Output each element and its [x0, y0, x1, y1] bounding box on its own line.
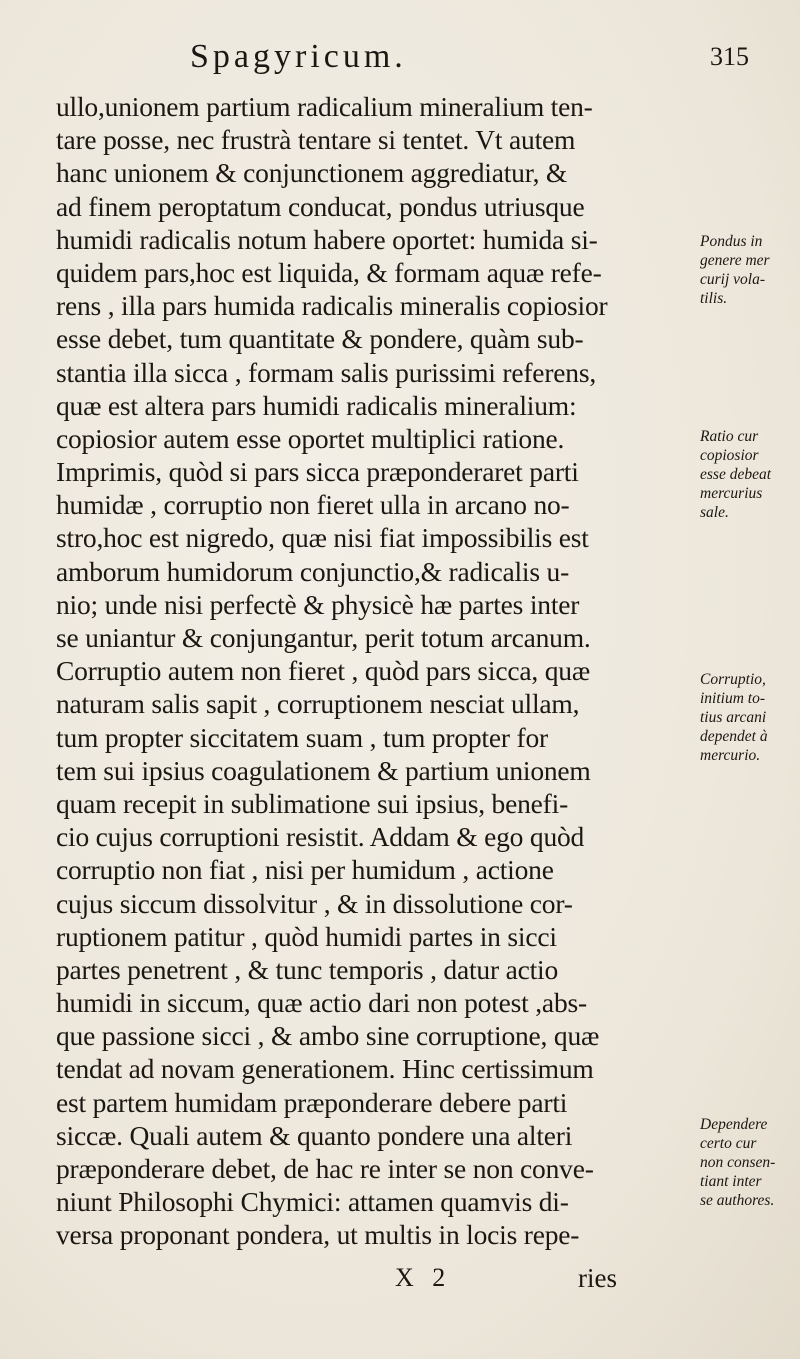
margin-note-line: tilis.: [700, 290, 728, 307]
signature-mark: X 2: [395, 1263, 452, 1292]
text-line: naturam salis sapit , corruptionem nesciat ullam,: [56, 688, 580, 720]
text-line: esse debet, tum quantitate & pondere, quàm sub-: [56, 323, 584, 355]
text-line: versa proponant pondera, ut multis in locis repe-: [56, 1219, 580, 1251]
margin-note-line: mercurius: [700, 485, 763, 502]
text-line: humidæ , corruptio non fieret ulla in arcano no-: [56, 489, 570, 521]
margin-note-line: tius arcani: [700, 709, 767, 726]
text-line: corruptio non fiat , nisi per humidum , actione: [56, 854, 554, 886]
text-line: Corruptio autem non fieret , quòd pars sicca, quæ: [56, 655, 590, 687]
text-line: ruptionem patitur , quòd humidi partes in sicci: [56, 920, 557, 952]
text-line: siccæ. Quali autem & quanto pondere una alteri: [56, 1119, 573, 1151]
margin-note-line: certo cur: [700, 1135, 757, 1152]
text-line: tare posse, nec frustrà tentare si tentet. Vt autem: [56, 124, 576, 156]
margin-note-line: non consen-: [700, 1154, 776, 1171]
running-title: Spagyricum.: [190, 38, 407, 75]
margin-note-line: dependet à: [700, 728, 768, 745]
page-header: [0, 38, 800, 78]
page-number: 315: [710, 42, 749, 71]
text-line: cujus siccum dissolvitur , & in dissolutione cor-: [56, 887, 573, 919]
margin-note-line: se authores.: [700, 1192, 775, 1209]
page-footer: [0, 1263, 800, 1303]
margin-note-line: Ratio cur: [700, 428, 759, 445]
text-line: amborum humidorum conjunctio,& radicalis u-: [56, 555, 570, 587]
text-line: hanc unionem & conjunctionem aggrediatur, &: [56, 157, 568, 189]
margin-note-line: initium to-: [700, 690, 766, 707]
text-line: nio; unde nisi perfectè & physicè hæ partes inter: [56, 588, 580, 620]
text-line: stro,hoc est nigredo, quæ nisi fiat impossibilis est: [56, 522, 589, 554]
margin-note-line: Dependere: [700, 1116, 768, 1133]
text-line: Imprimis, quòd si pars sicca præponderaret parti: [56, 456, 579, 488]
text-line: tem sui ipsius coagulationem & partium unionem: [56, 754, 591, 786]
margin-note-dependere: [700, 1115, 796, 1210]
margin-note-line: tiant inter: [700, 1173, 762, 1190]
text-line: partes penetrent , & tunc temporis , datur actio: [56, 953, 559, 985]
margin-note-line: curij vola-: [700, 271, 765, 288]
margin-note-ratio: [700, 427, 796, 522]
text-line: se uniantur & conjungantur, perit totum arcanum.: [56, 622, 591, 653]
text-line: stantia illa sicca , formam salis purissimi referens,: [56, 356, 597, 388]
text-line: ad finem peroptatum conducat, pondus utriusque: [56, 190, 585, 222]
text-line: præponderare debet, de hac re inter se non conve-: [56, 1153, 594, 1184]
margin-note-corruptio: [700, 670, 796, 765]
catchword: ries: [578, 1263, 617, 1293]
text-line: rens , illa pars humida radicalis mineralis copiosior: [56, 290, 608, 322]
text-line: quam recepit in sublimatione sui ipsius, benefi-: [56, 787, 569, 819]
main-text-block: [56, 90, 676, 1252]
text-line: quæ est altera pars humidi radicalis mineralium:: [56, 389, 577, 421]
text-line: est partem humidam præponderare debere parti: [56, 1086, 568, 1118]
text-line: niunt Philosophi Chymici: attamen quamvis di-: [56, 1186, 569, 1218]
text-line: ullo,unionem partium radicalium mineralium ten-: [56, 91, 593, 122]
margin-note-line: genere mer: [700, 252, 770, 269]
text-line: copiosior autem esse oportet multiplici ratione.: [56, 422, 565, 454]
margin-note-line: Corruptio,: [700, 671, 766, 688]
text-line: quidem pars,hoc est liquida, & formam aquæ refe-: [56, 256, 602, 288]
margin-note-line: sale.: [700, 504, 729, 521]
text-line: tum propter siccitatem suam , tum propter for: [56, 721, 548, 753]
margin-note-line: Pondus in: [700, 233, 763, 250]
margin-note-line: mercurio.: [700, 747, 761, 764]
text-line: humidi in siccum, quæ actio dari non potest ,abs-: [56, 987, 587, 1019]
text-line: cio cujus corruptioni resistit. Addam & ego quòd: [56, 821, 585, 853]
text-line: que passione sicci , & ambo sine corruptione, quæ: [56, 1020, 600, 1052]
margin-note-line: esse debeat: [700, 466, 772, 483]
margin-note-pondus: [700, 232, 796, 308]
margin-note-line: copiosior: [700, 447, 759, 464]
text-line: tendat ad novam generationem. Hinc certissimum: [56, 1053, 594, 1085]
text-line: humidi radicalis notum habere oportet: humida si-: [56, 223, 598, 255]
